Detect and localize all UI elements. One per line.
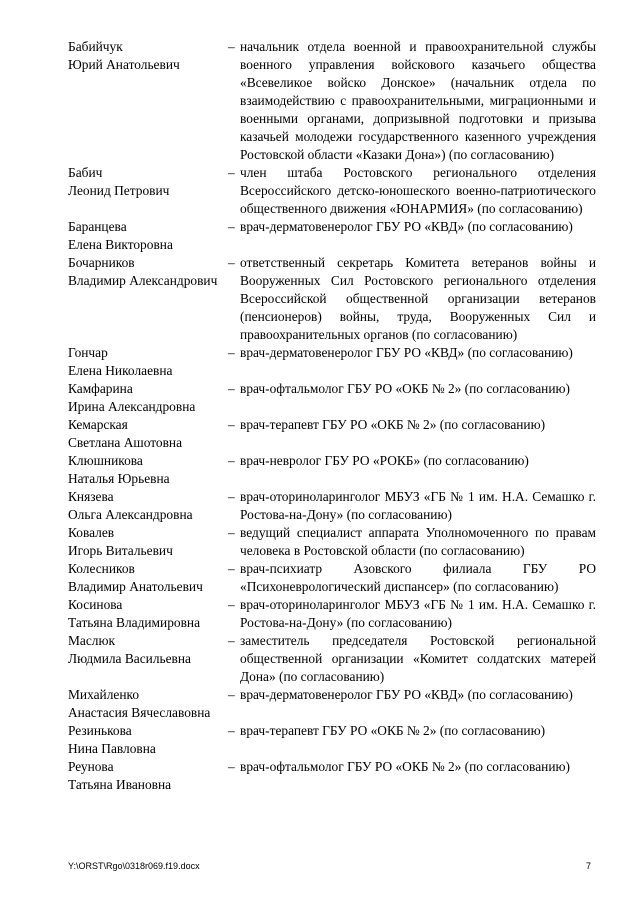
list-item	[68, 488, 598, 524]
member-position: ответственный секретарь Комитета ветеранов войны и Вооруженных Сил Ростовского регионального отделения Всероссийской общественной организации ветеранов (пенсионеров) войны, труда, Вооруженных Сил и правоохранительных органов (по согласованию)	[240, 255, 596, 342]
member-position: ведущий специалист аппарата Уполномоченного по правам человека в Ростовской области (по согласованию)	[240, 525, 596, 558]
list-item	[68, 596, 598, 632]
list-item	[68, 380, 598, 416]
list-item	[68, 254, 598, 344]
member-surname: Гончар	[68, 345, 108, 360]
list-item	[68, 686, 598, 722]
member-given-name: Наталья Юрьевна	[68, 471, 170, 486]
member-name	[68, 758, 228, 794]
member-position: врач-невролог ГБУ РО «РОКБ» (по согласованию)	[240, 453, 529, 468]
dash: –	[228, 417, 235, 432]
member-given-name: Елена Николаевна	[68, 363, 173, 378]
member-surname: Клюшникова	[68, 453, 143, 468]
dash: –	[228, 723, 235, 738]
list-item	[68, 722, 598, 758]
member-surname: Князева	[68, 489, 114, 504]
member-name	[68, 164, 228, 218]
dash: –	[228, 453, 235, 468]
member-surname: Косинова	[68, 597, 123, 612]
member-given-name: Татьяна Ивановна	[68, 777, 172, 792]
member-list	[68, 38, 598, 794]
member-name	[68, 218, 228, 254]
member-position: врач-офтальмолог ГБУ РО «ОКБ № 2» (по согласованию)	[240, 759, 570, 774]
member-position: начальник отдела военной и правоохранительной службы военного управления войскового казачьего общества «Всевеликое войско Донское» (начальник отдела по взаимодействию с правоохранительными, миграционными и военными органами, допризывной подготовки и призыва казачьей молодежи государственного казенного учреждения Ростовской области «Казаки Дона») (по согласованию)	[240, 39, 596, 162]
dash: –	[228, 345, 235, 360]
member-position: врач-психиатр Азовского филиала ГБУ РО «Психоневрологический диспансер» (по согласованию)	[240, 561, 596, 594]
member-given-name: Владимир Александрович	[68, 273, 218, 288]
member-position: врач-дерматовенеролог ГБУ РО «КВД» (по согласованию)	[240, 219, 573, 234]
member-given-name: Татьяна Владимировна	[68, 615, 201, 630]
member-position: член штаба Ростовского регионального отделения Всероссийского детско-юношеского военно-патриотического общественного движения «ЮНАРМИЯ» (по согласованию)	[240, 165, 596, 216]
member-position: врач-дерматовенеролог ГБУ РО «КВД» (по согласованию)	[240, 687, 573, 702]
member-name	[68, 452, 228, 488]
member-given-name: Юрий Анатольевич	[68, 57, 180, 72]
member-surname: Кемарская	[68, 417, 128, 432]
member-surname: Бочарников	[68, 255, 135, 270]
member-given-name: Ирина Александровна	[68, 399, 196, 414]
list-item	[68, 38, 598, 164]
member-surname: Ковалев	[68, 525, 115, 540]
member-surname: Колесников	[68, 561, 135, 576]
member-name	[68, 524, 228, 560]
dash: –	[228, 165, 235, 180]
member-position: врач-терапевт ГБУ РО «ОКБ № 2» (по согласованию)	[240, 417, 546, 432]
list-item	[68, 524, 598, 560]
member-surname: Баранцева	[68, 219, 127, 234]
list-item	[68, 218, 598, 254]
member-surname: Реунова	[68, 759, 114, 774]
member-surname: Бабич	[68, 165, 103, 180]
member-position: врач-оториноларинголог МБУЗ «ГБ № 1 им. Н.А. Семашко г. Ростова-на-Дону» (по согласованию)	[240, 489, 596, 522]
dash: –	[228, 489, 235, 504]
member-name	[68, 722, 228, 758]
member-surname: Резинькова	[68, 723, 132, 738]
dash: –	[228, 633, 235, 648]
dash: –	[228, 759, 235, 774]
list-item	[68, 344, 598, 380]
member-given-name: Светлана Ашотовна	[68, 435, 183, 450]
member-name	[68, 380, 228, 416]
member-name	[68, 560, 228, 596]
list-item	[68, 632, 598, 686]
member-given-name: Леонид Петрович	[68, 183, 170, 198]
member-position: врач-терапевт ГБУ РО «ОКБ № 2» (по согласованию)	[240, 723, 546, 738]
dash: –	[228, 381, 235, 396]
member-name	[68, 632, 228, 686]
list-item	[68, 452, 598, 488]
member-name	[68, 488, 228, 524]
list-item	[68, 164, 598, 218]
member-given-name: Ольга Александровна	[68, 507, 193, 522]
list-item	[68, 758, 598, 794]
member-position: врач-дерматовенеролог ГБУ РО «КВД» (по согласованию)	[240, 345, 573, 360]
member-position: врач-оториноларинголог МБУЗ «ГБ № 1 им. Н.А. Семашко г. Ростова-на-Дону» (по согласованию)	[240, 597, 596, 630]
list-item	[68, 560, 598, 596]
member-surname: Маслюк	[68, 633, 115, 648]
member-surname: Камфарина	[68, 381, 133, 396]
member-given-name: Нина Павловна	[68, 741, 156, 756]
member-name	[68, 254, 228, 344]
dash: –	[228, 597, 235, 612]
dash: –	[228, 525, 235, 540]
member-given-name: Анастасия Вячеславовна	[68, 705, 211, 720]
member-name	[68, 344, 228, 380]
member-name	[68, 596, 228, 632]
dash: –	[228, 255, 235, 270]
dash: –	[228, 39, 235, 54]
member-surname: Бабийчук	[68, 39, 123, 54]
member-surname: Михайленко	[68, 687, 140, 702]
dash: –	[228, 561, 235, 576]
member-position: заместитель председателя Ростовской региональной общественной организации «Комитет солдатских матерей Дона» (по согласованию)	[240, 633, 596, 684]
member-name	[68, 38, 228, 164]
dash: –	[228, 687, 235, 702]
footer-file-path: Y:\ORST\Rgo\0318r069.f19.docx	[68, 861, 200, 871]
member-given-name: Людмила Васильевна	[68, 651, 191, 666]
member-name	[68, 686, 228, 722]
page-number: 7	[586, 861, 592, 871]
list-item	[68, 416, 598, 452]
member-given-name: Игорь Витальевич	[68, 543, 173, 558]
member-given-name: Елена Викторовна	[68, 237, 173, 252]
member-given-name: Владимир Анатольевич	[68, 579, 203, 594]
member-position: врач-офтальмолог ГБУ РО «ОКБ № 2» (по согласованию)	[240, 381, 570, 396]
member-name	[68, 416, 228, 452]
dash: –	[228, 219, 235, 234]
